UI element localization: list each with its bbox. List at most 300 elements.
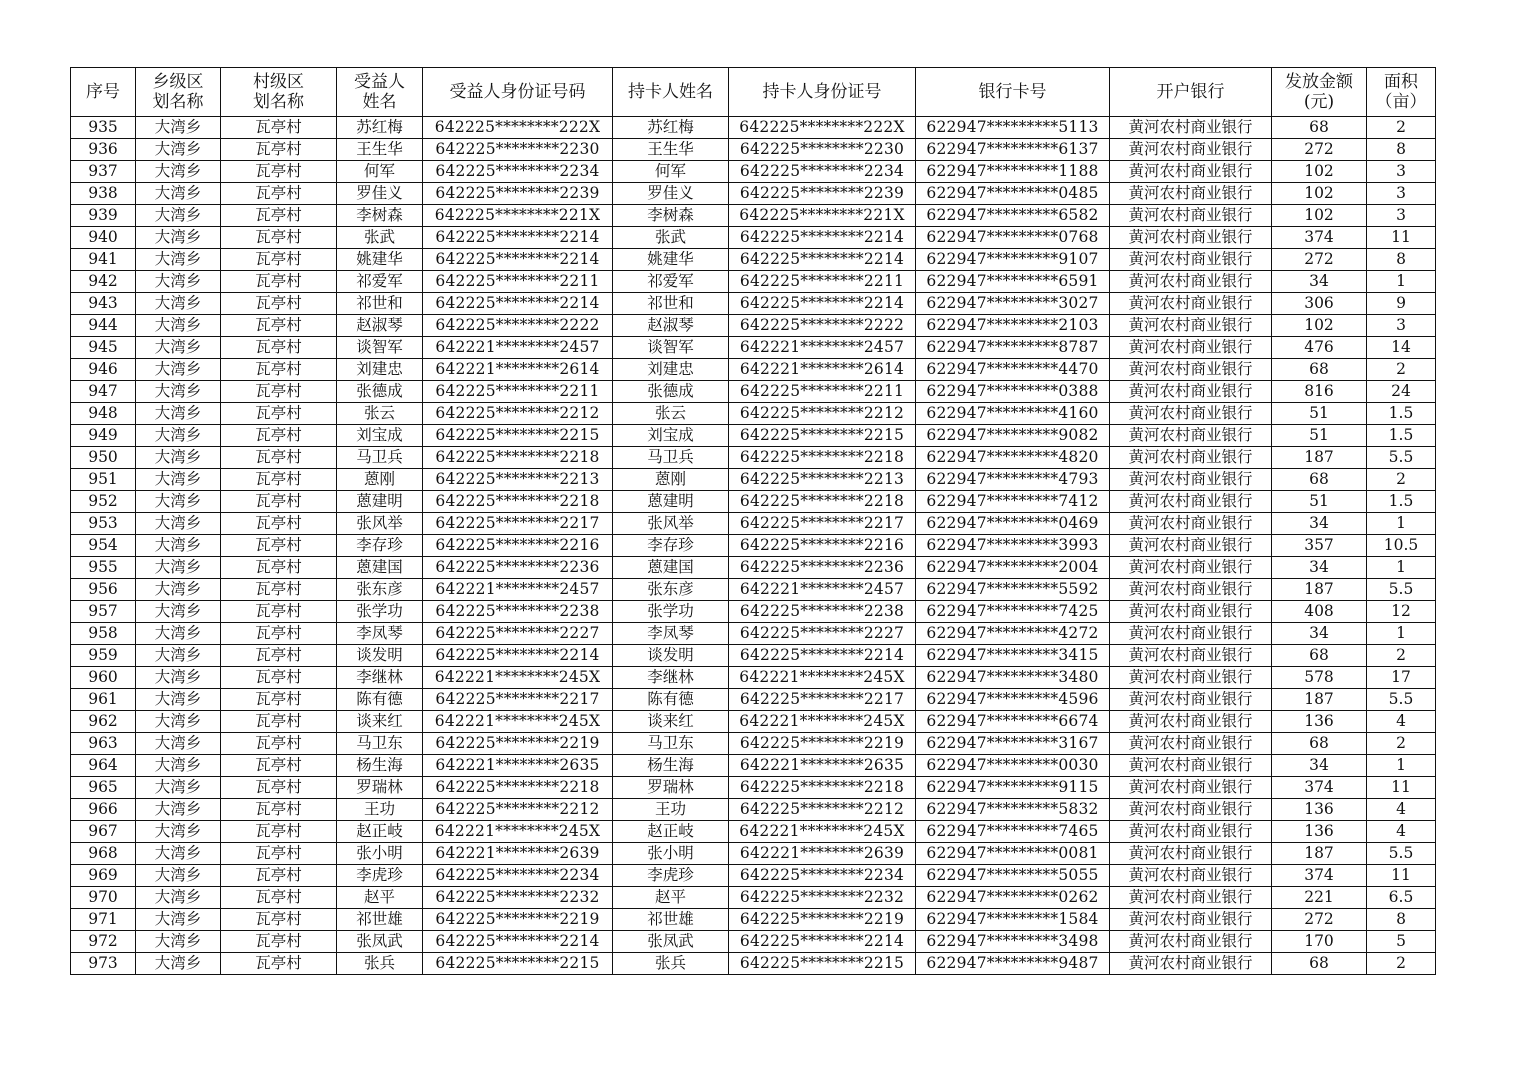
holder-id-cell: 642221********2457	[729, 337, 916, 359]
village-cell: 瓦亭村	[221, 623, 337, 645]
village-cell: 瓦亭村	[221, 117, 337, 139]
area-cell: 8	[1367, 249, 1436, 271]
holder-id-cell: 642225********2234	[729, 865, 916, 887]
beneficiary-id-cell: 642225********2230	[423, 139, 613, 161]
table-row	[71, 139, 1436, 161]
holder-id-cell: 642225********2214	[729, 645, 916, 667]
town-cell: 大湾乡	[136, 293, 221, 315]
amount-cell: 578	[1272, 667, 1367, 689]
village-cell: 瓦亭村	[221, 161, 337, 183]
area-cell: 1.5	[1367, 491, 1436, 513]
beneficiary-id-cell: 642225********2232	[423, 887, 613, 909]
holder-id-cell: 642225********2211	[729, 381, 916, 403]
holder-id-cell: 642225********2232	[729, 887, 916, 909]
village-cell: 瓦亭村	[221, 865, 337, 887]
amount-cell: 357	[1272, 535, 1367, 557]
holder-name-cell: 张小明	[613, 843, 729, 865]
bank-cell: 黄河农村商业银行	[1110, 821, 1272, 843]
table-row	[71, 821, 1436, 843]
beneficiary-id-cell: 642221********2639	[423, 843, 613, 865]
header-amount: 发放金额 (元)	[1272, 68, 1367, 117]
table-row	[71, 403, 1436, 425]
holder-name-cell: 罗佳义	[613, 183, 729, 205]
bank-cell: 黄河农村商业银行	[1110, 447, 1272, 469]
header-town: 乡级区 划名称	[136, 68, 221, 117]
table-row	[71, 667, 1436, 689]
town-cell: 大湾乡	[136, 491, 221, 513]
beneficiary-cell: 张凤武	[337, 931, 423, 953]
amount-cell: 34	[1272, 271, 1367, 293]
beneficiary-id-cell: 642225********2217	[423, 513, 613, 535]
amount-cell: 34	[1272, 557, 1367, 579]
area-cell: 14	[1367, 337, 1436, 359]
bank-cell: 黄河农村商业银行	[1110, 337, 1272, 359]
beneficiary-id-cell: 642221********2457	[423, 337, 613, 359]
amount-cell: 51	[1272, 491, 1367, 513]
seq-cell: 958	[71, 623, 136, 645]
card-no-cell: 622947*********5055	[916, 865, 1110, 887]
beneficiary-id-cell: 642225********2234	[423, 865, 613, 887]
table-row	[71, 381, 1436, 403]
town-cell: 大湾乡	[136, 271, 221, 293]
holder-name-cell: 赵淑琴	[613, 315, 729, 337]
beneficiary-cell: 刘建忠	[337, 359, 423, 381]
seq-cell: 967	[71, 821, 136, 843]
area-cell: 4	[1367, 821, 1436, 843]
village-cell: 瓦亭村	[221, 447, 337, 469]
village-cell: 瓦亭村	[221, 535, 337, 557]
amount-cell: 102	[1272, 183, 1367, 205]
amount-cell: 272	[1272, 909, 1367, 931]
amount-cell: 187	[1272, 689, 1367, 711]
header-bank: 开户银行	[1110, 68, 1272, 117]
holder-name-cell: 罗瑞林	[613, 777, 729, 799]
card-no-cell: 622947*********3167	[916, 733, 1110, 755]
holder-name-cell: 蒽建明	[613, 491, 729, 513]
beneficiary-cell: 李凤琴	[337, 623, 423, 645]
amount-cell: 51	[1272, 403, 1367, 425]
beneficiary-cell: 王生华	[337, 139, 423, 161]
amount-cell: 306	[1272, 293, 1367, 315]
seq-cell: 939	[71, 205, 136, 227]
table-row	[71, 337, 1436, 359]
table-row	[71, 843, 1436, 865]
beneficiary-id-cell: 642225********221X	[423, 205, 613, 227]
bank-cell: 黄河农村商业银行	[1110, 183, 1272, 205]
seq-cell: 952	[71, 491, 136, 513]
beneficiary-id-cell: 642225********2214	[423, 227, 613, 249]
beneficiary-cell: 张东彦	[337, 579, 423, 601]
beneficiary-id-cell: 642225********222X	[423, 117, 613, 139]
beneficiary-cell: 祁世和	[337, 293, 423, 315]
beneficiary-cell: 杨生海	[337, 755, 423, 777]
holder-name-cell: 谈来红	[613, 711, 729, 733]
bank-cell: 黄河农村商业银行	[1110, 777, 1272, 799]
table-row	[71, 227, 1436, 249]
seq-cell: 964	[71, 755, 136, 777]
amount-cell: 102	[1272, 315, 1367, 337]
seq-cell: 966	[71, 799, 136, 821]
beneficiary-cell: 祁世雄	[337, 909, 423, 931]
seq-cell: 961	[71, 689, 136, 711]
holder-name-cell: 姚建华	[613, 249, 729, 271]
amount-cell: 136	[1272, 711, 1367, 733]
village-cell: 瓦亭村	[221, 205, 337, 227]
bank-cell: 黄河农村商业银行	[1110, 491, 1272, 513]
beneficiary-id-cell: 642225********2215	[423, 425, 613, 447]
town-cell: 大湾乡	[136, 447, 221, 469]
header-village: 村级区 划名称	[221, 68, 337, 117]
seq-cell: 936	[71, 139, 136, 161]
holder-id-cell: 642225********2212	[729, 403, 916, 425]
seq-cell: 969	[71, 865, 136, 887]
area-cell: 5.5	[1367, 447, 1436, 469]
village-cell: 瓦亭村	[221, 733, 337, 755]
holder-id-cell: 642225********2218	[729, 447, 916, 469]
card-no-cell: 622947*********0030	[916, 755, 1110, 777]
area-cell: 11	[1367, 227, 1436, 249]
table-row	[71, 953, 1436, 975]
card-no-cell: 622947*********4160	[916, 403, 1110, 425]
town-cell: 大湾乡	[136, 579, 221, 601]
seq-cell: 963	[71, 733, 136, 755]
table-row	[71, 491, 1436, 513]
area-cell: 8	[1367, 909, 1436, 931]
beneficiary-cell: 苏红梅	[337, 117, 423, 139]
seq-cell: 953	[71, 513, 136, 535]
beneficiary-cell: 李继林	[337, 667, 423, 689]
town-cell: 大湾乡	[136, 667, 221, 689]
beneficiary-cell: 马卫兵	[337, 447, 423, 469]
bank-cell: 黄河农村商业银行	[1110, 293, 1272, 315]
table-row	[71, 513, 1436, 535]
beneficiary-cell: 蒽刚	[337, 469, 423, 491]
town-cell: 大湾乡	[136, 161, 221, 183]
table-row	[71, 931, 1436, 953]
table-row	[71, 469, 1436, 491]
area-cell: 2	[1367, 733, 1436, 755]
area-cell: 5.5	[1367, 579, 1436, 601]
beneficiary-id-cell: 642225********2239	[423, 183, 613, 205]
amount-cell: 374	[1272, 227, 1367, 249]
card-no-cell: 622947*********5592	[916, 579, 1110, 601]
table-row	[71, 799, 1436, 821]
town-cell: 大湾乡	[136, 535, 221, 557]
table-row	[71, 865, 1436, 887]
holder-name-cell: 李凤琴	[613, 623, 729, 645]
seq-cell: 950	[71, 447, 136, 469]
area-cell: 9	[1367, 293, 1436, 315]
beneficiary-cell: 罗佳义	[337, 183, 423, 205]
area-cell: 1	[1367, 623, 1436, 645]
beneficiary-cell: 谈来红	[337, 711, 423, 733]
card-no-cell: 622947*********5832	[916, 799, 1110, 821]
seq-cell: 945	[71, 337, 136, 359]
header-card-no: 银行卡号	[916, 68, 1110, 117]
holder-name-cell: 马卫东	[613, 733, 729, 755]
holder-id-cell: 642225********2236	[729, 557, 916, 579]
holder-name-cell: 张云	[613, 403, 729, 425]
holder-name-cell: 蒽建国	[613, 557, 729, 579]
holder-id-cell: 642225********2211	[729, 271, 916, 293]
amount-cell: 374	[1272, 865, 1367, 887]
village-cell: 瓦亭村	[221, 557, 337, 579]
amount-cell: 68	[1272, 645, 1367, 667]
village-cell: 瓦亭村	[221, 953, 337, 975]
seq-cell: 947	[71, 381, 136, 403]
village-cell: 瓦亭村	[221, 381, 337, 403]
subsidy-table	[70, 67, 1436, 975]
town-cell: 大湾乡	[136, 755, 221, 777]
table-row	[71, 117, 1436, 139]
holder-id-cell: 642225********2218	[729, 491, 916, 513]
bank-cell: 黄河农村商业银行	[1110, 425, 1272, 447]
beneficiary-id-cell: 642225********2214	[423, 293, 613, 315]
area-cell: 4	[1367, 799, 1436, 821]
town-cell: 大湾乡	[136, 139, 221, 161]
holder-id-cell: 642221********245X	[729, 667, 916, 689]
bank-cell: 黄河农村商业银行	[1110, 667, 1272, 689]
town-cell: 大湾乡	[136, 953, 221, 975]
beneficiary-cell: 马卫东	[337, 733, 423, 755]
table-body	[71, 117, 1436, 975]
card-no-cell: 622947*********3498	[916, 931, 1110, 953]
beneficiary-cell: 王功	[337, 799, 423, 821]
holder-id-cell: 642225********2239	[729, 183, 916, 205]
area-cell: 1	[1367, 755, 1436, 777]
seq-cell: 955	[71, 557, 136, 579]
card-no-cell: 622947*********6674	[916, 711, 1110, 733]
beneficiary-cell: 姚建华	[337, 249, 423, 271]
seq-cell: 968	[71, 843, 136, 865]
town-cell: 大湾乡	[136, 337, 221, 359]
area-cell: 2	[1367, 645, 1436, 667]
table-row	[71, 689, 1436, 711]
table-row	[71, 755, 1436, 777]
area-cell: 5	[1367, 931, 1436, 953]
seq-cell: 962	[71, 711, 136, 733]
seq-cell: 957	[71, 601, 136, 623]
seq-cell: 940	[71, 227, 136, 249]
holder-id-cell: 642221********2639	[729, 843, 916, 865]
beneficiary-cell: 李存珍	[337, 535, 423, 557]
amount-cell: 68	[1272, 469, 1367, 491]
holder-name-cell: 苏红梅	[613, 117, 729, 139]
village-cell: 瓦亭村	[221, 139, 337, 161]
card-no-cell: 622947*********0768	[916, 227, 1110, 249]
town-cell: 大湾乡	[136, 931, 221, 953]
amount-cell: 187	[1272, 843, 1367, 865]
table-row	[71, 711, 1436, 733]
holder-name-cell: 赵正岐	[613, 821, 729, 843]
amount-cell: 272	[1272, 249, 1367, 271]
beneficiary-cell: 张学功	[337, 601, 423, 623]
town-cell: 大湾乡	[136, 205, 221, 227]
village-cell: 瓦亭村	[221, 799, 337, 821]
holder-id-cell: 642225********2214	[729, 293, 916, 315]
beneficiary-id-cell: 642225********2214	[423, 249, 613, 271]
seq-cell: 965	[71, 777, 136, 799]
holder-name-cell: 蒽刚	[613, 469, 729, 491]
bank-cell: 黄河农村商业银行	[1110, 315, 1272, 337]
holder-id-cell: 642221********2457	[729, 579, 916, 601]
holder-name-cell: 何军	[613, 161, 729, 183]
beneficiary-id-cell: 642225********2236	[423, 557, 613, 579]
table-row	[71, 271, 1436, 293]
beneficiary-cell: 刘宝成	[337, 425, 423, 447]
village-cell: 瓦亭村	[221, 667, 337, 689]
header-seq: 序号	[71, 68, 136, 117]
area-cell: 5.5	[1367, 843, 1436, 865]
holder-name-cell: 张东彦	[613, 579, 729, 601]
bank-cell: 黄河农村商业银行	[1110, 205, 1272, 227]
card-no-cell: 622947*********9107	[916, 249, 1110, 271]
holder-id-cell: 642225********2230	[729, 139, 916, 161]
bank-cell: 黄河农村商业银行	[1110, 623, 1272, 645]
holder-id-cell: 642225********2218	[729, 777, 916, 799]
holder-id-cell: 642225********2215	[729, 425, 916, 447]
beneficiary-id-cell: 642225********2212	[423, 403, 613, 425]
bank-cell: 黄河农村商业银行	[1110, 469, 1272, 491]
seq-cell: 944	[71, 315, 136, 337]
card-no-cell: 622947*********6582	[916, 205, 1110, 227]
holder-id-cell: 642225********2238	[729, 601, 916, 623]
town-cell: 大湾乡	[136, 403, 221, 425]
beneficiary-id-cell: 642221********245X	[423, 667, 613, 689]
header-beneficiary: 受益人 姓名	[337, 68, 423, 117]
beneficiary-id-cell: 642225********2218	[423, 447, 613, 469]
holder-name-cell: 李继林	[613, 667, 729, 689]
card-no-cell: 622947*********7412	[916, 491, 1110, 513]
village-cell: 瓦亭村	[221, 491, 337, 513]
holder-id-cell: 642225********221X	[729, 205, 916, 227]
beneficiary-cell: 张武	[337, 227, 423, 249]
beneficiary-id-cell: 642225********2216	[423, 535, 613, 557]
amount-cell: 187	[1272, 579, 1367, 601]
bank-cell: 黄河农村商业银行	[1110, 359, 1272, 381]
area-cell: 6.5	[1367, 887, 1436, 909]
holder-id-cell: 642225********2215	[729, 953, 916, 975]
town-cell: 大湾乡	[136, 183, 221, 205]
holder-id-cell: 642225********2214	[729, 249, 916, 271]
bank-cell: 黄河农村商业银行	[1110, 557, 1272, 579]
table-row	[71, 359, 1436, 381]
table-row	[71, 161, 1436, 183]
town-cell: 大湾乡	[136, 469, 221, 491]
bank-cell: 黄河农村商业银行	[1110, 865, 1272, 887]
beneficiary-id-cell: 642225********2219	[423, 909, 613, 931]
area-cell: 1	[1367, 557, 1436, 579]
holder-name-cell: 刘建忠	[613, 359, 729, 381]
beneficiary-id-cell: 642225********2211	[423, 271, 613, 293]
village-cell: 瓦亭村	[221, 711, 337, 733]
beneficiary-id-cell: 642221********245X	[423, 711, 613, 733]
village-cell: 瓦亭村	[221, 271, 337, 293]
bank-cell: 黄河农村商业银行	[1110, 579, 1272, 601]
seq-cell: 949	[71, 425, 136, 447]
village-cell: 瓦亭村	[221, 293, 337, 315]
bank-cell: 黄河农村商业银行	[1110, 271, 1272, 293]
holder-name-cell: 赵平	[613, 887, 729, 909]
card-no-cell: 622947*********9115	[916, 777, 1110, 799]
card-no-cell: 622947*********4470	[916, 359, 1110, 381]
table-row	[71, 733, 1436, 755]
holder-name-cell: 谈智军	[613, 337, 729, 359]
card-no-cell: 622947*********3993	[916, 535, 1110, 557]
holder-name-cell: 祁爱军	[613, 271, 729, 293]
bank-cell: 黄河农村商业银行	[1110, 843, 1272, 865]
holder-name-cell: 张德成	[613, 381, 729, 403]
holder-id-cell: 642221********2614	[729, 359, 916, 381]
card-no-cell: 622947*********3415	[916, 645, 1110, 667]
card-no-cell: 622947*********4793	[916, 469, 1110, 491]
holder-id-cell: 642225********2213	[729, 469, 916, 491]
village-cell: 瓦亭村	[221, 359, 337, 381]
bank-cell: 黄河农村商业银行	[1110, 513, 1272, 535]
beneficiary-id-cell: 642221********2614	[423, 359, 613, 381]
holder-name-cell: 祁世和	[613, 293, 729, 315]
village-cell: 瓦亭村	[221, 403, 337, 425]
table-row	[71, 777, 1436, 799]
amount-cell: 68	[1272, 117, 1367, 139]
holder-id-cell: 642221********245X	[729, 821, 916, 843]
village-cell: 瓦亭村	[221, 227, 337, 249]
seq-cell: 948	[71, 403, 136, 425]
card-no-cell: 622947*********0081	[916, 843, 1110, 865]
amount-cell: 68	[1272, 359, 1367, 381]
beneficiary-id-cell: 642225********2217	[423, 689, 613, 711]
beneficiary-cell: 赵淑琴	[337, 315, 423, 337]
amount-cell: 136	[1272, 821, 1367, 843]
town-cell: 大湾乡	[136, 799, 221, 821]
seq-cell: 960	[71, 667, 136, 689]
town-cell: 大湾乡	[136, 821, 221, 843]
seq-cell: 959	[71, 645, 136, 667]
village-cell: 瓦亭村	[221, 777, 337, 799]
bank-cell: 黄河农村商业银行	[1110, 227, 1272, 249]
area-cell: 2	[1367, 469, 1436, 491]
holder-id-cell: 642225********2214	[729, 227, 916, 249]
town-cell: 大湾乡	[136, 117, 221, 139]
card-no-cell: 622947*********3027	[916, 293, 1110, 315]
bank-cell: 黄河农村商业银行	[1110, 711, 1272, 733]
town-cell: 大湾乡	[136, 227, 221, 249]
holder-id-cell: 642225********2217	[729, 513, 916, 535]
holder-id-cell: 642221********245X	[729, 711, 916, 733]
beneficiary-id-cell: 642225********2212	[423, 799, 613, 821]
table-row	[71, 909, 1436, 931]
bank-cell: 黄河农村商业银行	[1110, 535, 1272, 557]
town-cell: 大湾乡	[136, 865, 221, 887]
holder-name-cell: 李虎珍	[613, 865, 729, 887]
beneficiary-cell: 张云	[337, 403, 423, 425]
table-row	[71, 579, 1436, 601]
beneficiary-id-cell: 642225********2219	[423, 733, 613, 755]
amount-cell: 816	[1272, 381, 1367, 403]
beneficiary-id-cell: 642225********2218	[423, 491, 613, 513]
beneficiary-cell: 张德成	[337, 381, 423, 403]
beneficiary-cell: 何军	[337, 161, 423, 183]
bank-cell: 黄河农村商业银行	[1110, 381, 1272, 403]
town-cell: 大湾乡	[136, 711, 221, 733]
amount-cell: 374	[1272, 777, 1367, 799]
holder-name-cell: 张风举	[613, 513, 729, 535]
amount-cell: 102	[1272, 161, 1367, 183]
beneficiary-id-cell: 642221********245X	[423, 821, 613, 843]
card-no-cell: 622947*********1584	[916, 909, 1110, 931]
seq-cell: 946	[71, 359, 136, 381]
amount-cell: 476	[1272, 337, 1367, 359]
